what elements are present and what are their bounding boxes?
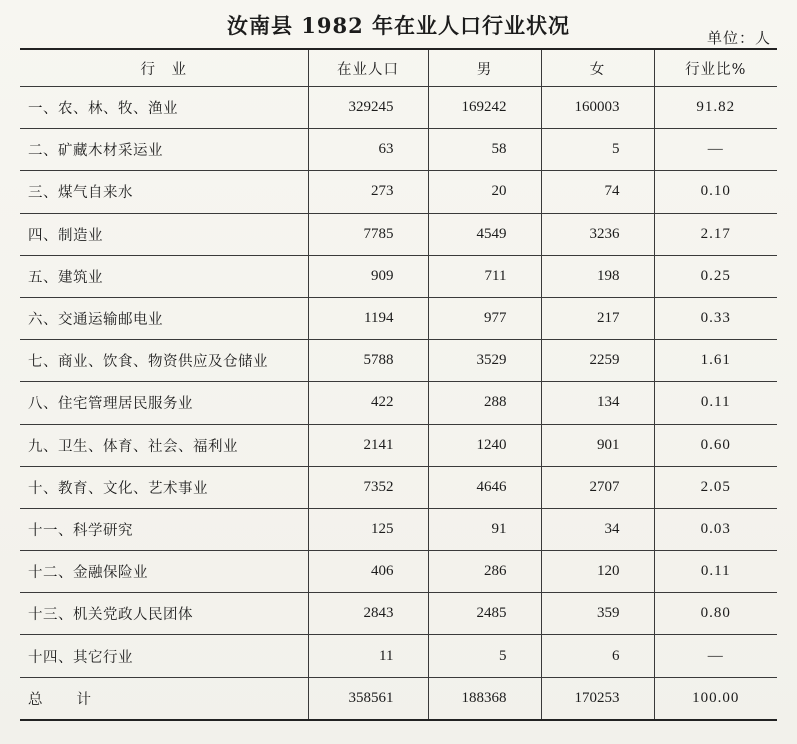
male-cell: 711	[428, 255, 541, 297]
ratio-cell: 2.17	[654, 213, 777, 255]
industry-cell: 十四、其它行业	[20, 635, 308, 677]
ratio-cell: 0.11	[654, 551, 777, 593]
ratio-cell: —	[654, 129, 777, 171]
table-row	[20, 424, 777, 466]
table-row	[20, 255, 777, 297]
female-cell: 3236	[541, 213, 654, 255]
table-title: 汝南县 1982 年在业人口行业状况	[226, 13, 571, 38]
industry-cell: 二、矿藏木材采运业	[20, 129, 308, 171]
industry-cell: 十、教育、文化、艺术事业	[20, 466, 308, 508]
table-body	[20, 87, 777, 720]
female-cell: 2259	[541, 340, 654, 382]
header-row	[20, 49, 777, 87]
ratio-cell: 0.11	[654, 382, 777, 424]
male-cell: 2485	[428, 593, 541, 635]
industry-cell: 一、农、林、牧、渔业	[20, 87, 308, 129]
table-row	[20, 508, 777, 550]
male-cell: 1240	[428, 424, 541, 466]
table-row	[20, 466, 777, 508]
female-cell: 170253	[541, 677, 654, 720]
industry-cell: 十三、机关党政人民团体	[20, 593, 308, 635]
header-industry: 行 业	[20, 49, 308, 87]
total-cell: 7352	[308, 466, 428, 508]
total-cell: 422	[308, 382, 428, 424]
male-cell: 286	[428, 551, 541, 593]
male-cell: 188368	[428, 677, 541, 720]
ratio-cell: 100.00	[654, 677, 777, 720]
male-cell: 977	[428, 297, 541, 339]
header-male: 男	[428, 49, 541, 87]
ratio-cell: 2.05	[654, 466, 777, 508]
female-cell: 359	[541, 593, 654, 635]
male-cell: 3529	[428, 340, 541, 382]
total-cell: 2141	[308, 424, 428, 466]
table-row	[20, 593, 777, 635]
table-row	[20, 213, 777, 255]
total-cell: 125	[308, 508, 428, 550]
ratio-cell: —	[654, 635, 777, 677]
male-cell: 4549	[428, 213, 541, 255]
total-cell: 909	[308, 255, 428, 297]
ratio-cell: 0.10	[654, 171, 777, 213]
total-cell: 406	[308, 551, 428, 593]
ratio-cell: 1.61	[654, 340, 777, 382]
ratio-cell: 0.03	[654, 508, 777, 550]
total-cell: 5788	[308, 340, 428, 382]
male-cell: 20	[428, 171, 541, 213]
male-cell: 288	[428, 382, 541, 424]
male-cell: 91	[428, 508, 541, 550]
female-cell: 901	[541, 424, 654, 466]
table-row	[20, 87, 777, 129]
female-cell: 134	[541, 382, 654, 424]
header-total: 在业人口	[308, 49, 428, 87]
total-cell: 1194	[308, 297, 428, 339]
table-row	[20, 382, 777, 424]
total-cell: 358561	[308, 677, 428, 720]
header-female: 女	[541, 49, 654, 87]
industry-cell: 四、制造业	[20, 213, 308, 255]
table-row	[20, 635, 777, 677]
male-cell: 4646	[428, 466, 541, 508]
industry-cell: 八、住宅管理居民服务业	[20, 382, 308, 424]
header-ratio: 行业比%	[654, 49, 777, 87]
ratio-cell: 0.60	[654, 424, 777, 466]
female-cell: 5	[541, 129, 654, 171]
female-cell: 160003	[541, 87, 654, 129]
female-cell: 34	[541, 508, 654, 550]
industry-cell: 三、煤气自来水	[20, 171, 308, 213]
industry-cell: 七、商业、饮食、物资供应及仓储业	[20, 340, 308, 382]
total-row	[20, 677, 777, 720]
table-row	[20, 340, 777, 382]
industry-cell: 总计	[20, 677, 308, 720]
total-cell: 11	[308, 635, 428, 677]
industry-cell: 五、建筑业	[20, 255, 308, 297]
ratio-cell: 0.80	[654, 593, 777, 635]
female-cell: 198	[541, 255, 654, 297]
industry-cell: 九、卫生、体育、社会、福利业	[20, 424, 308, 466]
unit-label: 单位：人	[706, 29, 771, 47]
total-cell: 273	[308, 171, 428, 213]
female-cell: 2707	[541, 466, 654, 508]
female-cell: 217	[541, 297, 654, 339]
ratio-cell: 91.82	[654, 87, 777, 129]
total-cell: 2843	[308, 593, 428, 635]
ratio-cell: 0.33	[654, 297, 777, 339]
total-cell: 329245	[308, 87, 428, 129]
table-row	[20, 551, 777, 593]
table-row	[20, 171, 777, 213]
industry-cell: 十一、科学研究	[20, 508, 308, 550]
population-table	[20, 48, 777, 721]
industry-cell: 十二、金融保险业	[20, 551, 308, 593]
female-cell: 6	[541, 635, 654, 677]
ratio-cell: 0.25	[654, 255, 777, 297]
industry-cell: 六、交通运输邮电业	[20, 297, 308, 339]
female-cell: 74	[541, 171, 654, 213]
male-cell: 169242	[428, 87, 541, 129]
table-row	[20, 129, 777, 171]
male-cell: 58	[428, 129, 541, 171]
table-row	[20, 297, 777, 339]
total-cell: 63	[308, 129, 428, 171]
female-cell: 120	[541, 551, 654, 593]
total-cell: 7785	[308, 213, 428, 255]
male-cell: 5	[428, 635, 541, 677]
